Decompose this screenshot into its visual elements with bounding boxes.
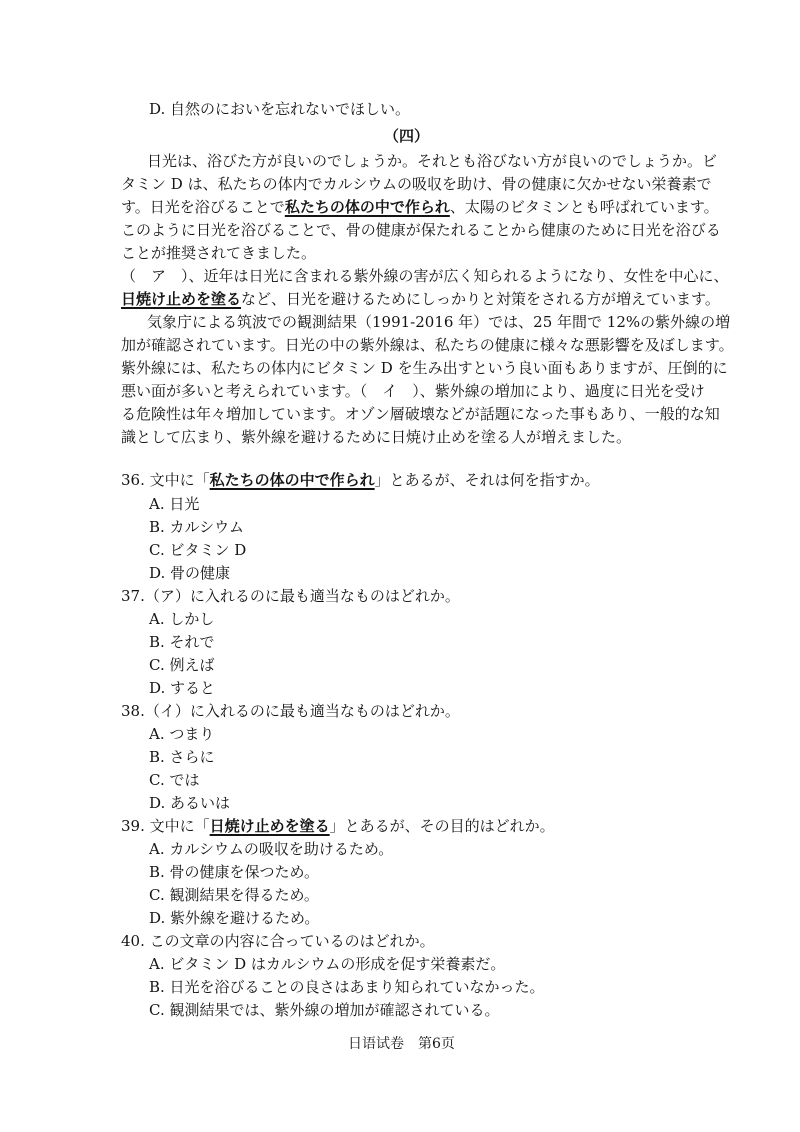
- question-stem: [121, 469, 600, 491]
- answer-option[interactable]: B. さらに: [149, 748, 215, 766]
- question-stem: 37.（ア）に入れるのに最も適当なものはどれか。: [121, 587, 460, 605]
- answer-option[interactable]: B. カルシウム: [149, 518, 245, 536]
- answer-option[interactable]: D. すると: [149, 679, 216, 697]
- page-footer: 日语试卷 第6页: [348, 1036, 455, 1052]
- passage-line: （ ア ）、近年は日光に含まれる紫外線の害が広く知られるようになり、女性を中心に、: [121, 267, 729, 285]
- passage-line: 悪い面が多いと考えられています。（ イ ）、紫外線の増加により、過度に日光を受け: [121, 382, 705, 400]
- passage-text: す。日光を浴びることで: [121, 198, 285, 216]
- stem-text: 39. 文中に「: [121, 817, 210, 835]
- prev-option-d: D. 自然のにおいを忘れないでほしい。: [149, 100, 411, 118]
- answer-option[interactable]: B. それで: [149, 633, 215, 651]
- passage-line: このように日光を浴びることで、骨の健康が保たれることから健康のために日光を浴びる: [121, 221, 721, 239]
- passage-line: 加が確認されています。日光の中の紫外線は、私たちの健康に様々な悪影響を及ぼします。: [121, 336, 734, 354]
- stem-text: 36. 文中に「: [121, 471, 210, 489]
- underlined-phrase: 日焼け止めを塗る: [121, 290, 242, 308]
- answer-option[interactable]: B. 骨の健康を保つため。: [149, 863, 319, 881]
- passage-line: タミン D は、私たちの体内でカルシウムの吸収を助け、骨の健康に欠かせない栄養素で: [121, 175, 712, 193]
- stem-text: 」とあるが、それは何を指すか。: [374, 471, 600, 489]
- passage-line: [121, 196, 719, 218]
- passage-text: など、日光を避けるためにしっかりと対策をされる方が増えています。: [241, 290, 720, 308]
- answer-option[interactable]: B. 日光を浴びることの良さはあまり知られていなかった。: [149, 978, 545, 996]
- question-stem: [121, 815, 555, 837]
- answer-option[interactable]: C. ビタミン D: [149, 541, 247, 559]
- answer-option[interactable]: A. つまり: [149, 725, 215, 743]
- answer-option[interactable]: C. 例えば: [149, 656, 215, 674]
- passage-text: 、太陽のビタミンとも呼ばれています。: [449, 198, 719, 216]
- answer-option[interactable]: D. 骨の健康: [149, 564, 231, 582]
- passage-line: 紫外線には、私たちの体内にビタミン D を生み出すという良い面もありますが、圧倒的に: [121, 359, 728, 377]
- passage-line: 識として広まり、紫外線を避けるために日焼け止めを塗る人が増えました。: [121, 428, 632, 446]
- passage-line: [121, 288, 720, 310]
- underlined-phrase: 私たちの体の中で作られ: [209, 471, 375, 489]
- stem-text: 」とあるが、その目的はどれか。: [329, 817, 555, 835]
- passage-line: る危険性は年々増加しています。オゾン層破壊などが話題になった事もあり、一般的な知: [121, 405, 720, 423]
- passage-line: 気象庁による筑波での観測結果（1991-2016 年）では、25 年間で 12%の紫外線の増: [147, 313, 731, 331]
- passage-line: ことが推奨されてきました。: [121, 244, 317, 262]
- section-title: （四）: [384, 127, 430, 145]
- answer-option[interactable]: D. 紫外線を避けるため。: [149, 909, 320, 927]
- answer-option[interactable]: A. カルシウムの吸収を助けるため。: [149, 840, 394, 858]
- answer-option[interactable]: D. あるいは: [149, 794, 231, 812]
- answer-option[interactable]: C. 観測結果では、紫外線の増加が確認されている。: [149, 1001, 500, 1019]
- question-stem: 40. この文章の内容に合っているのはどれか。: [121, 932, 435, 950]
- passage-line: 日光は、浴びた方が良いのでしょうか。それとも浴びない方が良いのでしょうか。ビ: [147, 152, 718, 170]
- underlined-phrase: 私たちの体の中で作られ: [284, 198, 450, 216]
- underlined-phrase: 日焼け止めを塗る: [209, 817, 330, 835]
- answer-option[interactable]: C. では: [149, 771, 200, 789]
- answer-option[interactable]: A. ビタミン D はカルシウムの形成を促す栄養素だ。: [149, 955, 506, 973]
- answer-option[interactable]: C. 観測結果を得るため。: [149, 886, 319, 904]
- answer-option[interactable]: A. しかし: [149, 610, 215, 628]
- question-stem: 38.（イ）に入れるのに最も適当なものはどれか。: [121, 702, 460, 720]
- answer-option[interactable]: A. 日光: [149, 495, 200, 513]
